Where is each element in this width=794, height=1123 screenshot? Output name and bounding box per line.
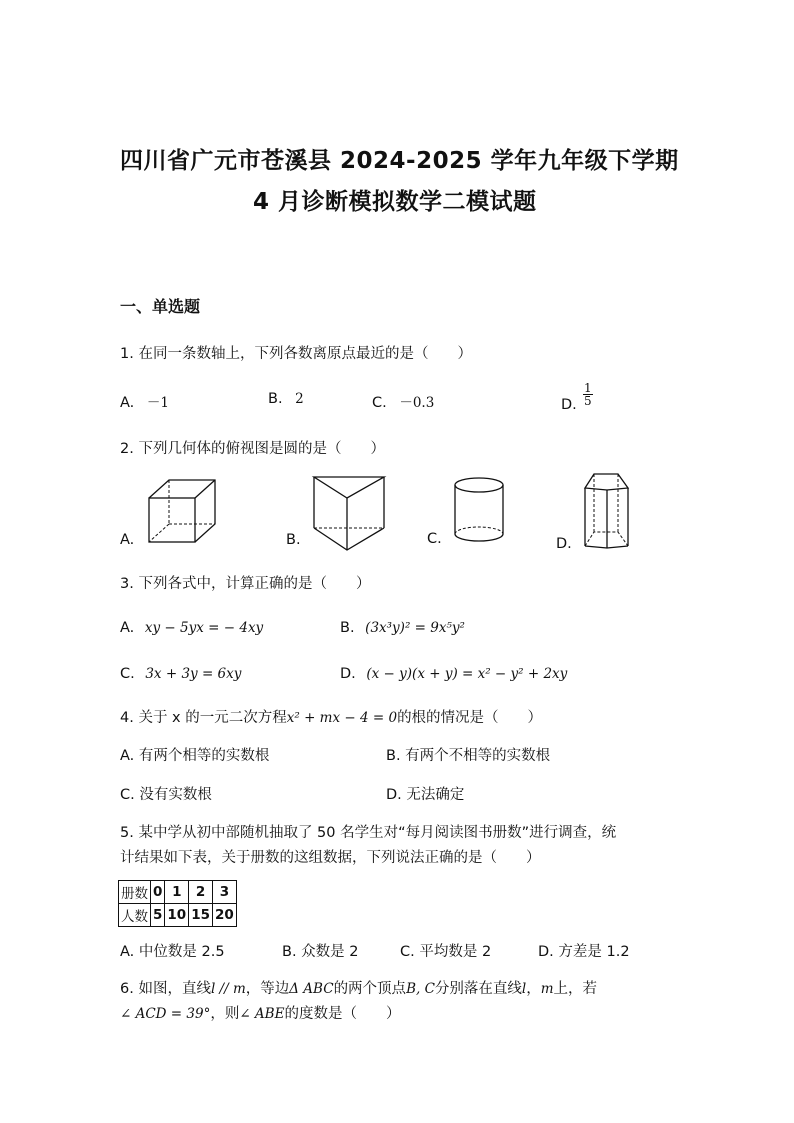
math-expression: l // m: [210, 981, 246, 997]
question-5-stem-line-1: 5. 某中学从初中部随机抽取了 50 名学生对“每月阅读图书册数”进行调查，统: [120, 825, 617, 841]
option-expression: xy − 5yx = − 4xy: [144, 620, 264, 636]
option-label: D.: [340, 666, 356, 682]
table-row: [119, 904, 237, 927]
math-expression: ∠ ACD = 39°: [120, 1006, 211, 1022]
math-expression: m: [540, 981, 554, 997]
pentagonal-prism-figure: [582, 470, 632, 552]
math-expression: B, C: [406, 981, 435, 997]
section-heading: 一、单选题: [120, 297, 201, 316]
q3-option-a: [120, 620, 263, 636]
q2-option-a-label: A.: [120, 532, 135, 548]
q3-option-d: [340, 666, 567, 682]
question-4-stem: [120, 706, 542, 727]
title-line-1: 四川省广元市苍溪县 2024-2025 学年九年级下学期: [120, 148, 679, 174]
q5-option-a: A. 中位数是 2.5: [120, 944, 225, 960]
stem-text: 的根的情况是（ ）: [397, 710, 543, 726]
question-5-stem-line-2: 计结果如下表，关于册数的这组数据，下列说法正确的是（ ）: [120, 850, 541, 866]
stem-text: ，等边: [245, 981, 290, 997]
fraction-numerator: 1: [584, 381, 592, 395]
q1-option-b: [268, 391, 304, 407]
fraction-denominator: 5: [584, 394, 592, 408]
table-cell: 15: [189, 904, 213, 927]
cube-figure: [146, 477, 218, 545]
option-expression: (3x³y)² = 9x⁵y²: [365, 620, 465, 636]
option-label: A.: [120, 395, 135, 411]
table-cell: 20: [213, 904, 237, 927]
q2-option-b-label: B.: [286, 532, 301, 548]
q4-option-a: A. 有两个相等的实数根: [120, 748, 270, 764]
q2-option-d-label: D.: [556, 536, 572, 552]
option-label: C.: [372, 395, 387, 411]
q4-option-d: D. 无法确定: [386, 787, 465, 803]
row-header: 册数: [119, 881, 151, 904]
question-3-stem: 3. 下列各式中，计算正确的是（ ）: [120, 576, 371, 592]
cylinder-figure: [452, 476, 506, 546]
q2-option-c-label: C.: [427, 531, 442, 547]
q3-option-b: [340, 620, 465, 636]
table-cell: 3: [213, 881, 237, 904]
math-expression: ∠ ABE: [239, 1006, 285, 1022]
q1-option-d-label: D.: [561, 397, 577, 413]
option-expression: (x − y)(x + y) = x² − y² + 2xy: [366, 666, 568, 682]
table-row: [119, 881, 237, 904]
math-expression: l: [521, 981, 527, 997]
stem-text: 分别落在直线: [434, 981, 522, 997]
question-6-stem-line-2: [120, 1002, 400, 1023]
option-expression: 3x + 3y = 6xy: [145, 666, 242, 682]
stem-text: 6. 如图，直线: [120, 981, 211, 997]
option-label: B.: [268, 391, 283, 407]
q1-option-d-fraction: [583, 382, 593, 409]
math-expression: Δ ABC: [289, 981, 334, 997]
stem-text: 的度数是（ ）: [284, 1006, 401, 1022]
stem-text: ，: [526, 981, 541, 997]
q3-option-c: [120, 666, 241, 682]
option-label: C.: [120, 666, 135, 682]
q4-option-c: C. 没有实数根: [120, 787, 212, 803]
stem-text: 的两个顶点: [333, 981, 407, 997]
table-cell: 5: [151, 904, 165, 927]
table-cell: 0: [151, 881, 165, 904]
table-cell: 1: [165, 881, 189, 904]
option-value: －0.3: [399, 395, 435, 411]
q4-option-b: B. 有两个不相等的实数根: [386, 748, 551, 764]
table-cell: 2: [189, 881, 213, 904]
q1-option-a: [120, 391, 169, 411]
question-2-stem: 2. 下列几何体的俯视图是圆的是（ ）: [120, 441, 385, 457]
table-cell: 10: [165, 904, 189, 927]
option-value: 2: [295, 391, 304, 407]
question-6-stem-line-1: [120, 977, 597, 998]
stem-text: 4. 关于 x 的一元二次方程: [120, 710, 287, 726]
triangular-prism-figure: [311, 474, 387, 554]
q1-option-c: [372, 391, 434, 411]
q5-option-c: C. 平均数是 2: [400, 944, 492, 960]
title-line-2: 4 月诊断模拟数学二模试题: [253, 189, 537, 215]
stem-text: 上，若: [553, 981, 598, 997]
equation: x² + mx − 4 = 0: [286, 710, 398, 726]
q5-option-b: B. 众数是 2: [282, 944, 359, 960]
stem-text: ，则: [210, 1006, 240, 1022]
row-header: 人数: [119, 904, 151, 927]
option-label: A.: [120, 620, 135, 636]
q5-option-d: D. 方差是 1.2: [538, 944, 630, 960]
option-label: B.: [340, 620, 355, 636]
question-1-stem: 1. 在同一条数轴上，下列各数离原点最近的是（ ）: [120, 346, 472, 362]
frequency-table: [118, 880, 237, 927]
option-value: －1: [146, 395, 169, 411]
